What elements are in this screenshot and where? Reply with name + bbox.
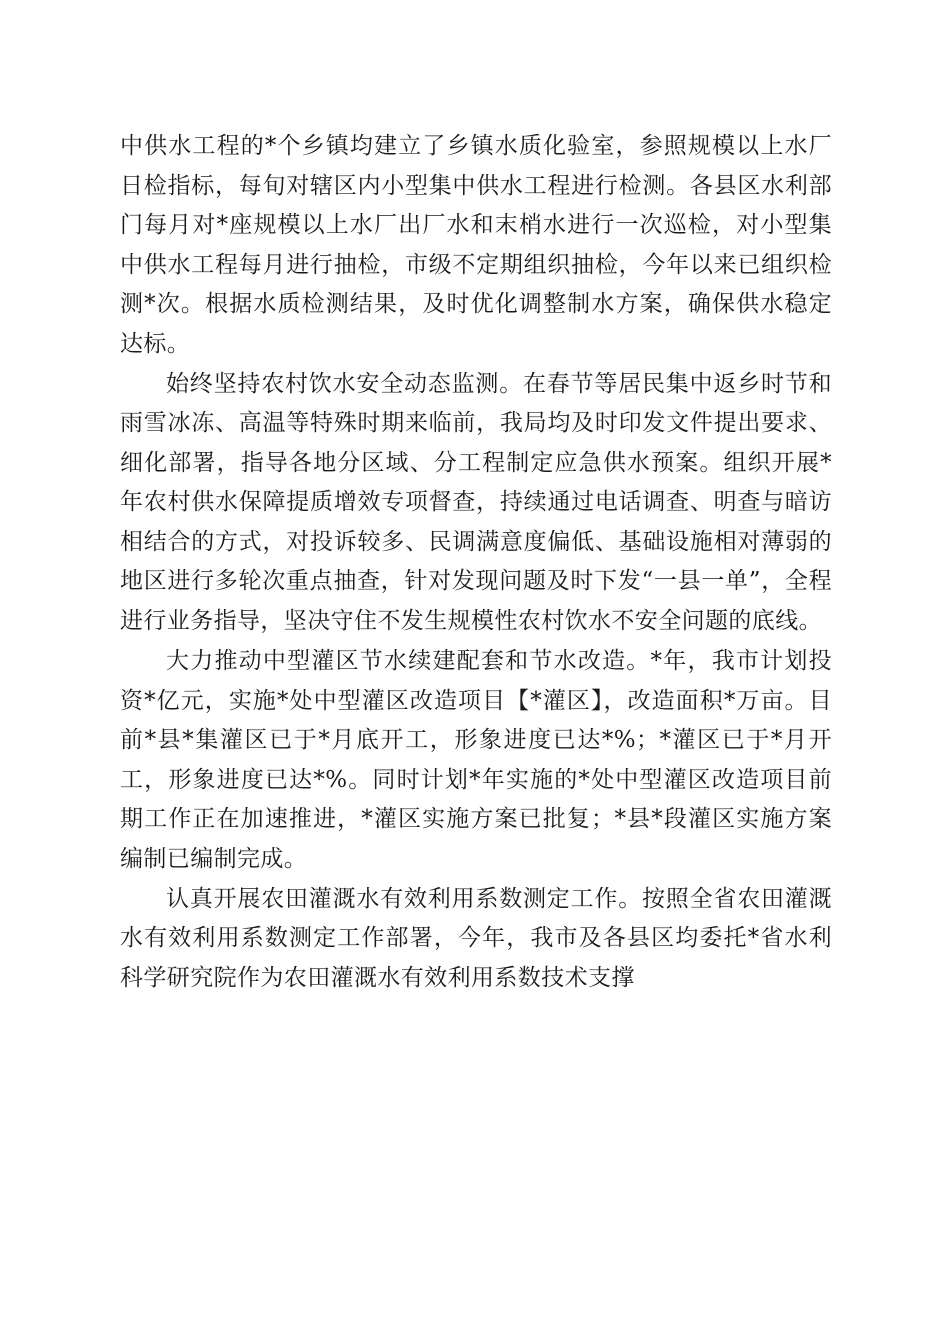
paragraph-continued-water-quality: 中供水工程的*个乡镇均建立了乡镇水质化验室，参照规模以上水厂日检指标，每旬对辖区内小型集中供水工程进行检测。各县区水利部门每月对*座规模以上水厂出厂水和末梢水进行一次巡检，对小型集中供水工程每月进行抽检，市级不定期组织抽检，今年以来已组织检测*次。根据水质检测结果，及时优化调整制水方案，确保供水稳定达标。 — [120, 133, 832, 357]
paragraph-irrigation-coefficient: 认真开展农田灌溉水有效利用系数测定工作。按照全省农田灌溉水有效利用系数测定工作部署，今年，我市及各县区均委托*省水利科学研究院作为农田灌溉水有效利用系数技术支撑 — [120, 885, 832, 991]
paragraph-drinking-water-monitoring: 始终坚持农村饮水安全动态监测。在春节等居民集中返乡时节和雨雪冰冻、高温等特殊时期来临前，我局均及时印发文件提出要求、细化部署，指导各地分区域、分工程制定应急供水预案。组织开展*年农村供水保障提质增效专项督查，持续通过电话调查、明查与暗访相结合的方式，对投诉较多、民调满意度偏低、基础设施相对薄弱的地区进行多轮次重点抽查，针对发现问题及时下发“一县一单”，全程进行业务指导，坚决守住不发生规模性农村饮水不安全问题的底线。 — [120, 370, 832, 634]
paragraph-irrigation-district-renovation: 大力推动中型灌区节水续建配套和节水改造。*年，我市计划投资*亿元，实施*处中型灌区改造项目【*灌区】，改造面积*万亩。目前*县*集灌区已于*月底开工，形象进度已达*%；*灌区已于*月开工，形象进度已达*%。同时计划*年实施的*处中型灌区改造项目前期工作正在加速推进，*灌区实施方案已批复；*县*段灌区实施方案编制已编制完成。 — [120, 648, 832, 872]
document-body — [120, 127, 832, 999]
